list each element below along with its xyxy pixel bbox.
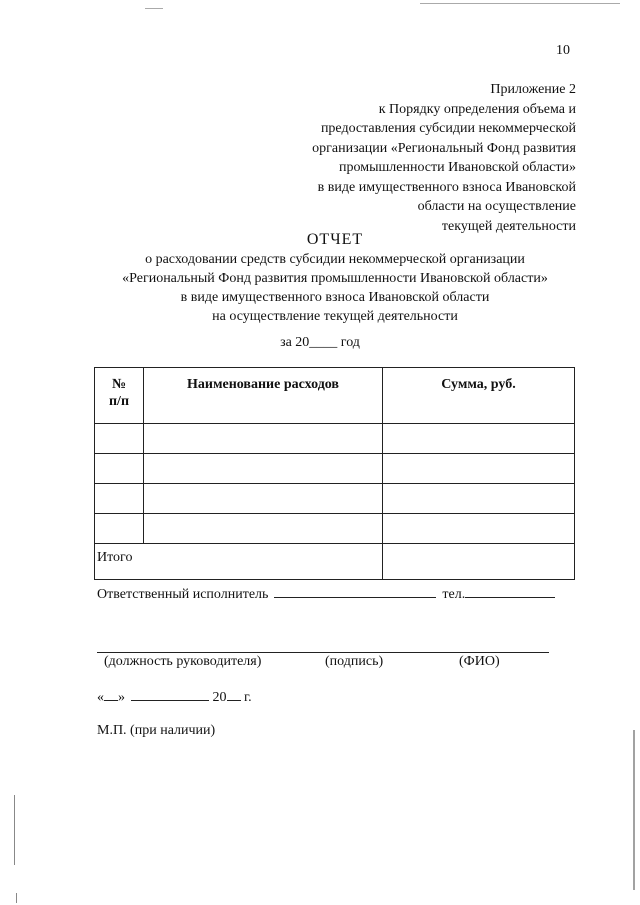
appendix-block <box>236 80 576 236</box>
date-open-quote: « <box>97 690 104 705</box>
expense-table <box>94 367 575 580</box>
appendix-line: организации «Региональный Фонд развития <box>312 140 576 156</box>
table-cell[interactable] <box>144 484 383 514</box>
date-month-field[interactable] <box>131 688 209 701</box>
report-subtitle-line: «Региональный Фонд развития промышленности Ивановской области» <box>122 271 548 286</box>
table-header-row <box>95 368 575 424</box>
appendix-line: в виде имущественного взноса Ивановской <box>317 179 576 195</box>
report-year: за 20____ год <box>280 335 360 350</box>
scan-mark-left <box>14 795 15 865</box>
responsible-name-field[interactable] <box>274 584 436 598</box>
header-num-line2: п/п <box>108 394 130 409</box>
table-cell[interactable] <box>95 514 144 544</box>
table-cell[interactable] <box>95 424 144 454</box>
header-num <box>95 368 144 424</box>
header-num-line1: № <box>111 377 127 392</box>
date-year-field[interactable] <box>227 688 241 701</box>
caption-position: (должность руководителя) <box>104 654 262 669</box>
scan-mark-top <box>420 3 620 4</box>
appendix-line: Приложение 2 <box>490 82 576 97</box>
appendix-line: к Порядку определения объема и <box>378 101 576 117</box>
scan-mark-right <box>633 730 635 890</box>
table-cell[interactable] <box>383 514 575 544</box>
report-subtitle-line: о расходовании средств субсидии некоммерческой организации <box>145 252 525 267</box>
date-line <box>97 688 252 706</box>
report-title: ОТЧЕТ <box>306 231 364 248</box>
table-row <box>95 484 575 514</box>
appendix-line: предоставления субсидии некоммерческой <box>320 121 576 136</box>
page-number: 10 <box>556 43 570 58</box>
phone-field[interactable] <box>465 584 555 598</box>
scan-mark-left-bottom <box>16 893 17 903</box>
table-cell[interactable] <box>95 484 144 514</box>
appendix-line: текущей деятельности <box>441 218 576 234</box>
phone-label: тел. <box>442 587 466 602</box>
table-cell[interactable] <box>95 454 144 484</box>
date-suffix: г. <box>244 690 252 705</box>
caption-signature: (подпись) <box>325 654 384 669</box>
caption-name: (ФИО) <box>459 654 500 669</box>
table-cell[interactable] <box>383 454 575 484</box>
date-day-field[interactable] <box>104 688 118 701</box>
table-row <box>95 424 575 454</box>
date-year-prefix: 20 <box>212 690 227 705</box>
table-cell[interactable] <box>144 454 383 484</box>
header-sum: Сумма, руб. <box>383 368 575 424</box>
table-cell[interactable] <box>383 424 575 454</box>
scan-mark-corner <box>145 8 163 9</box>
total-label: Итого <box>95 544 383 580</box>
table-cell[interactable] <box>144 514 383 544</box>
total-sum-cell[interactable] <box>383 544 575 580</box>
date-close-quote: » <box>118 690 125 705</box>
report-title-block <box>80 230 590 326</box>
report-subtitle-line: в виде имущественного взноса Ивановской области <box>180 290 490 305</box>
responsible-line <box>97 584 555 603</box>
table-row <box>95 514 575 544</box>
table-cell[interactable] <box>383 484 575 514</box>
table-row <box>95 454 575 484</box>
responsible-label: Ответственный исполнитель <box>97 587 269 602</box>
table-cell[interactable] <box>144 424 383 454</box>
signature-line[interactable] <box>97 652 549 653</box>
table-total-row <box>95 544 575 580</box>
appendix-line: области на осуществление <box>417 199 576 214</box>
report-subtitle-line: на осуществление текущей деятельности <box>212 309 458 324</box>
header-name: Наименование расходов <box>144 368 383 424</box>
stamp-place: М.П. (при наличии) <box>97 723 216 738</box>
appendix-line: промышленности Ивановской области» <box>339 160 576 175</box>
